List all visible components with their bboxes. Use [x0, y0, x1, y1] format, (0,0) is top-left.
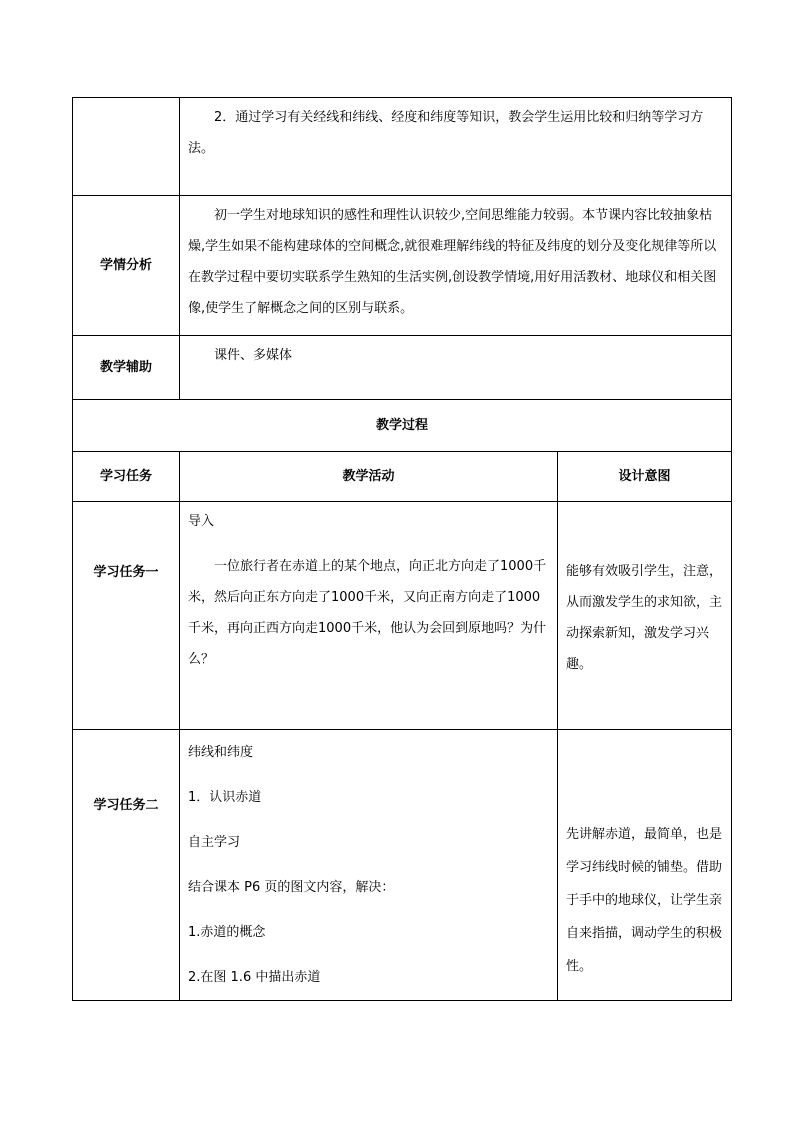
spacer — [188, 537, 549, 551]
header-task: 学习任务 — [73, 452, 180, 502]
task1-label — [73, 502, 180, 730]
objective-row — [73, 98, 732, 196]
task2-intent — [558, 730, 732, 1001]
objective-label — [73, 98, 180, 196]
task2-label-text: 学习任务二 — [93, 798, 159, 813]
task1-body: 一位旅行者在赤道上的某个地点，向正北方向走了1000千米，然后向正东方向走了1000千米，又向正南方向走了1000千米，再向正西方向走1000千米，他认为会回到原地吗？为什么？ — [188, 559, 547, 667]
task1-label-text: 学习任务一 — [93, 565, 159, 580]
task1-intent — [558, 502, 732, 730]
header-intent: 设计意图 — [558, 452, 732, 502]
header-activity: 教学活动 — [180, 452, 558, 502]
aids-cell — [180, 336, 732, 400]
column-header-row — [73, 452, 732, 502]
analysis-cell — [180, 196, 732, 336]
task1-row — [73, 502, 732, 730]
task1-intro: 导入 — [188, 514, 215, 529]
task2-line: 自主学习 — [188, 835, 241, 850]
process-title: 教学过程 — [73, 400, 732, 452]
objective-text — [180, 98, 732, 196]
task2-intent-text: 先讲解赤道，最简单，也是学习纬线时候的铺垫。借助于手中的地球仪，让学生亲自来指描，调动学生的积极性。 — [566, 827, 723, 974]
process-title-row — [73, 400, 732, 452]
task2-line: 1.赤道的概念 — [188, 925, 266, 940]
task1-activity — [180, 502, 558, 730]
task2-line: 2.在图 1.6 中描出赤道 — [188, 970, 321, 985]
task2-label — [73, 730, 180, 1001]
task1-intent-text: 能够有效吸引学生，注意，从而激发学生的求知欲，主动探索新知，激发学习兴趣。 — [566, 563, 723, 672]
task2-row — [73, 730, 732, 1001]
aids-row — [73, 336, 732, 400]
task2-line: 1．认识赤道 — [188, 790, 262, 805]
aids-text: 课件、多媒体 — [214, 348, 293, 363]
lesson-plan-table — [72, 97, 732, 1001]
analysis-paragraph: 初一学生对地球知识的感性和理性认识较少,空间思维能力较弱。本节课内容比较抽象枯燥,学生如果不能构建球体的空间概念,就很难理解纬线的特征及纬度的划分及变化规律等所以在教学过程中要切实联系学生熟知的生活实例,创设教学情境,用好用活教材、地球仪和相关图像,使学生了解概念之间的区别与联系。 — [188, 208, 717, 316]
analysis-row — [73, 196, 732, 336]
task2-activity — [180, 730, 558, 1001]
task2-line: 结合课本 P6 页的图文内容，解决： — [188, 880, 395, 895]
analysis-label: 学情分析 — [73, 196, 180, 336]
aids-label: 教学辅助 — [73, 336, 180, 400]
objective-paragraph: 2．通过学习有关经线和纬线、经度和纬度等知识，教会学生运用比较和归纳等学习方法。 — [188, 110, 704, 156]
task2-line: 纬线和纬度 — [188, 745, 254, 760]
